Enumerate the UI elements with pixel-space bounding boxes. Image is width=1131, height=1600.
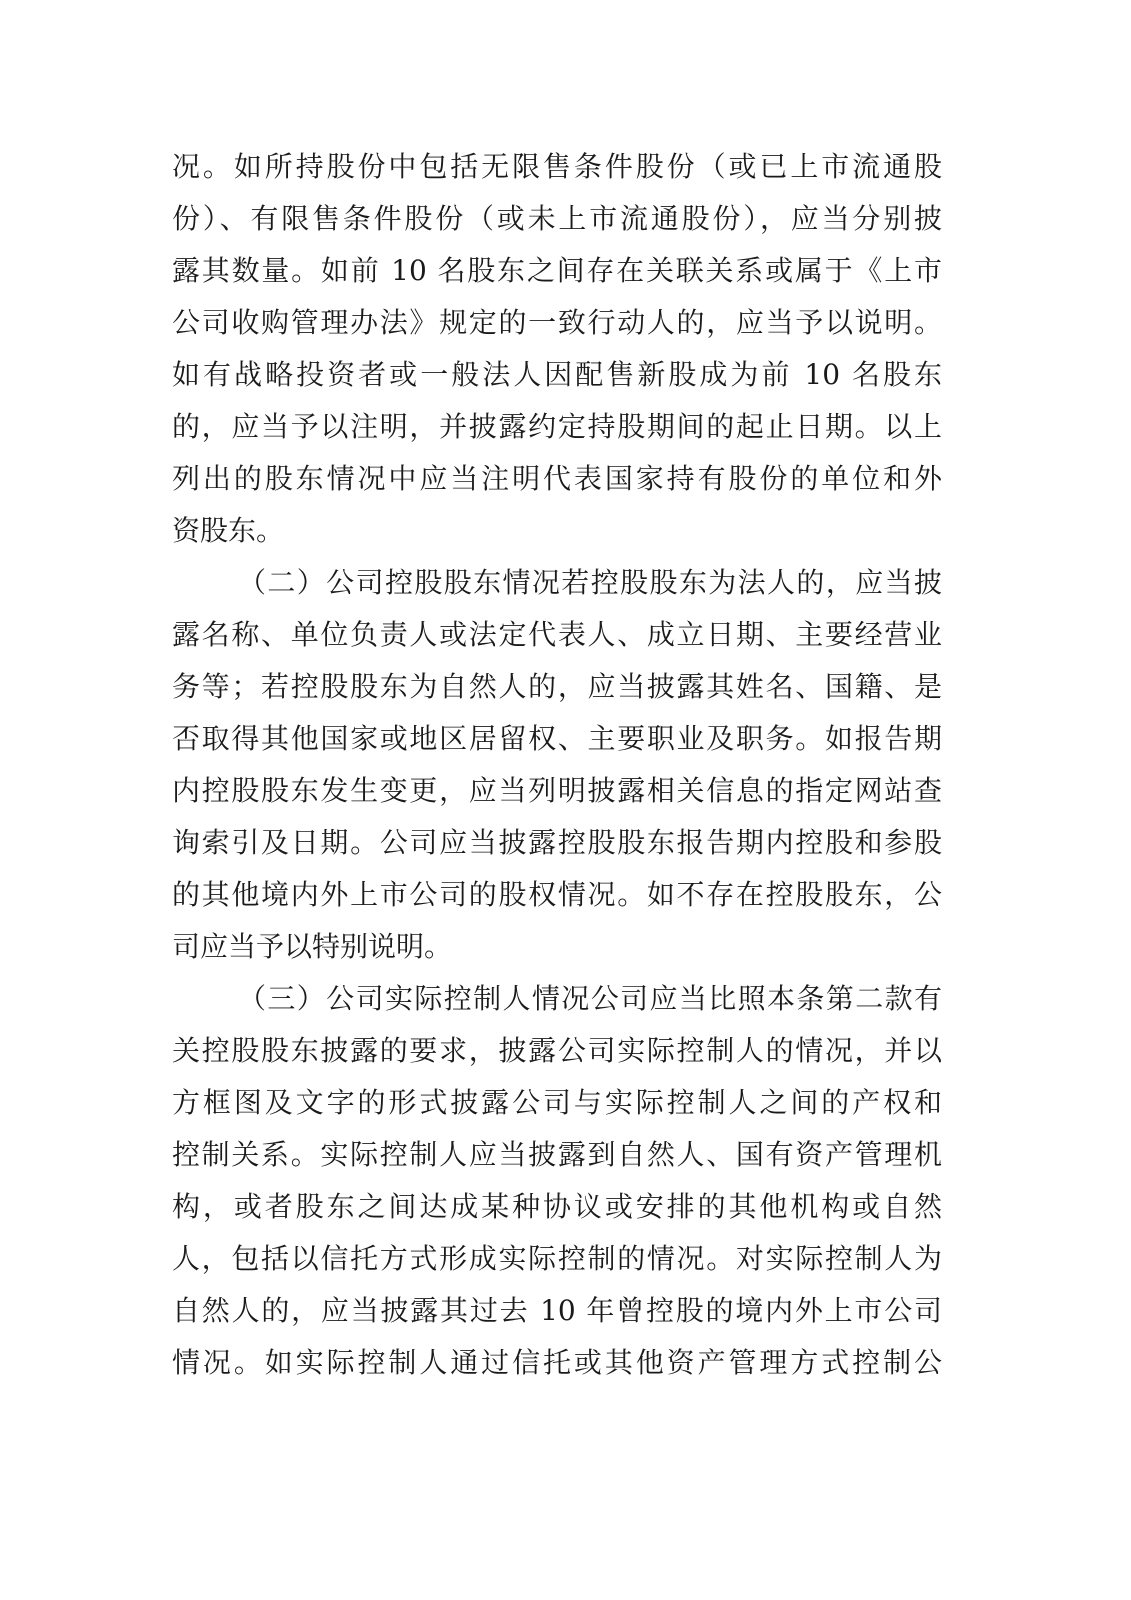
text-line: （三）公司实际控制人情况公司应当比照本条第二款有 bbox=[238, 982, 942, 1015]
text-line: 否取得其他国家或地区居留权、主要职业及职务。如报告期 bbox=[172, 722, 942, 755]
text-line: 关控股股东披露的要求，披露公司实际控制人的情况，并以 bbox=[172, 1034, 942, 1067]
text-line: 如有战略投资者或一般法人因配售新股成为前 10 名股东 bbox=[172, 358, 942, 391]
paragraph-shareholders-continued bbox=[172, 141, 942, 557]
text-line: 份）、有限售条件股份（或未上市流通股份），应当分别披 bbox=[172, 202, 942, 235]
text-line: 控制关系。实际控制人应当披露到自然人、国有资产管理机 bbox=[172, 1138, 942, 1171]
text-line: 公司收购管理办法》规定的一致行动人的，应当予以说明。 bbox=[172, 306, 942, 339]
text-line: 方框图及文字的形式披露公司与实际控制人之间的产权和 bbox=[172, 1086, 942, 1119]
text-line: 司应当予以特别说明。 bbox=[172, 930, 453, 963]
text-line: 构，或者股东之间达成某种协议或安排的其他机构或自然 bbox=[172, 1190, 942, 1223]
text-line: （二）公司控股股东情况若控股股东为法人的，应当披 bbox=[238, 566, 942, 599]
text-line: 内控股股东发生变更，应当列明披露相关信息的指定网站查 bbox=[172, 774, 942, 807]
text-line: 况。如所持股份中包括无限售条件股份（或已上市流通股 bbox=[172, 150, 942, 183]
text-line: 露其数量。如前 10 名股东之间存在关联关系或属于《上市 bbox=[172, 254, 942, 287]
text-line: 情况。如实际控制人通过信托或其他资产管理方式控制公 bbox=[172, 1346, 942, 1379]
text-line: 的，应当予以注明，并披露约定持股期间的起止日期。以上 bbox=[172, 410, 942, 443]
paragraph-actual-controller bbox=[172, 973, 942, 1389]
text-line: 露名称、单位负责人或法定代表人、成立日期、主要经营业 bbox=[172, 618, 942, 651]
text-line: 自然人的，应当披露其过去 10 年曾控股的境内外上市公司 bbox=[172, 1294, 942, 1327]
text-line: 务等；若控股股东为自然人的，应当披露其姓名、国籍、是 bbox=[172, 670, 942, 703]
text-line: 列出的股东情况中应当注明代表国家持有股份的单位和外 bbox=[172, 462, 942, 495]
paragraph-controlling-shareholder bbox=[172, 557, 942, 973]
document-body bbox=[172, 141, 942, 1389]
text-line: 的其他境内外上市公司的股权情况。如不存在控股股东，公 bbox=[172, 878, 942, 911]
text-line: 人，包括以信托方式形成实际控制的情况。对实际控制人为 bbox=[172, 1242, 942, 1275]
text-line: 询索引及日期。公司应当披露控股股东报告期内控股和参股 bbox=[172, 826, 942, 859]
text-line: 资股东。 bbox=[172, 514, 285, 547]
